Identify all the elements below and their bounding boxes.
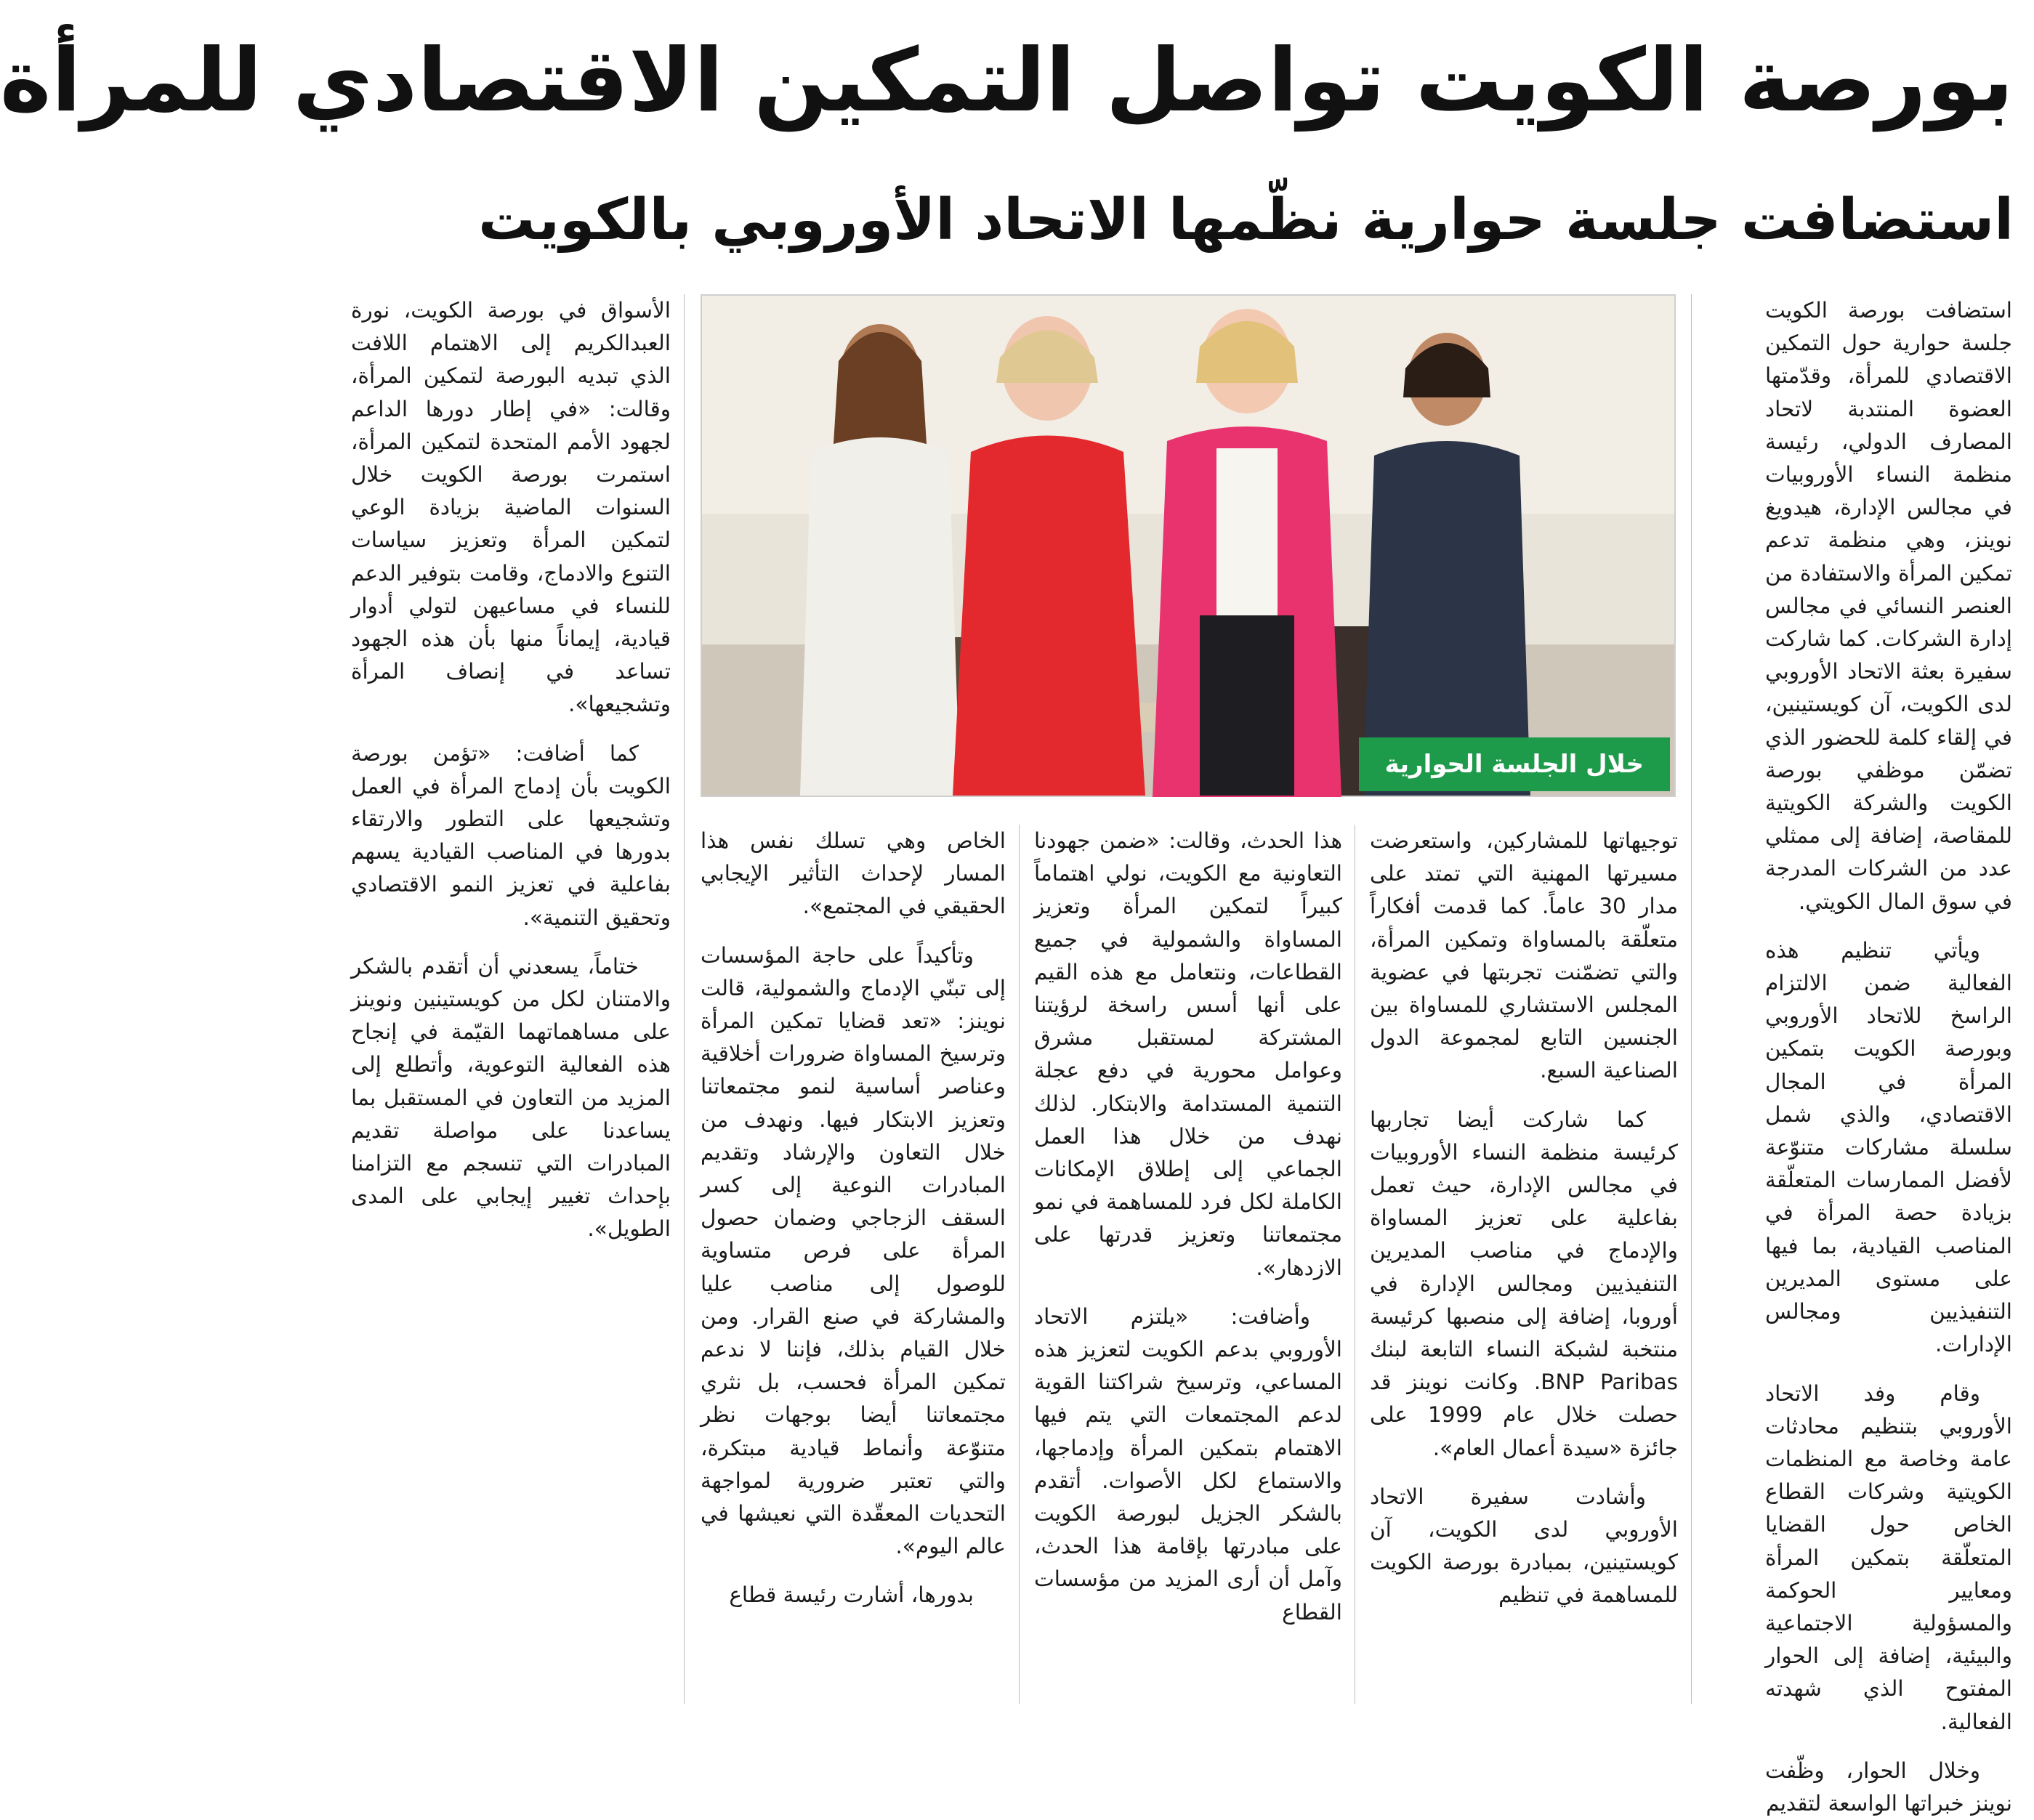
article-column-4 [701,825,1006,1704]
paragraph: توجيهاتها للمشاركين، واستعرضت مسيرتها المهنية التي تمتد على مدار 30 عاماً. كما قدمت أفكاراً متعلّقة بالمساواة وتمكين المرأة، والتي تضمّنت تجربتها في عضوية المجلس الاستشاري للمساواة بين الجنسين التابع لمجموعة الدول الصناعية السبع. [1370,828,1678,1083]
column-divider [684,294,685,1704]
article-column-1 [1765,294,2012,1816]
paragraph: ختاماً، يسعدني أن أتقدم بالشكر والامتنان لكل من كويستينين ونوينز على مساهماتهما القيّمة في إنجاح هذه الفعالية التوعوية، وأتطلع إلى المزيد من التعاون في المستقبل بما يساعدنا على مواصلة تقديم المبادرات التي تنسجم مع التزامنا بإحداث تغيير إيجابي على المدى الطويل». [351,953,671,1242]
column-divider [1691,294,1692,1704]
paragraph: وأشادت سفيرة الاتحاد الأوروبي لدى الكويت، آن كويستينين، بمبادرة بورصة الكويت للمساهمة في تنظيم [1370,1484,1678,1608]
photo-caption: خلال الجلسة الحوارية [1359,737,1670,791]
paragraph: ويأتي تنظيم هذه الفعالية ضمن الالتزام الراسخ للاتحاد الأوروبي وبورصة الكويت بتمكين المرأة في المجال الاقتصادي، والذي شمل سلسلة مشاركات متنوّعة لأفضل الممارسات المتعلّقة بزيادة حصة المرأة في المناصب القيادية، بما فيها على مستوى المديرين التنفيذيين ومجالس الإدارات. [1765,937,2012,1357]
event-photo [701,294,1676,797]
photo-illustration [702,296,1674,796]
paragraph: وخلال الحوار، وظّفت نوينز خبراتها الواسعة لتقديم [1765,1758,2012,1816]
column-divider [1019,825,1020,1704]
article-column-2 [1370,825,1678,1704]
paragraph: وقام وفد الاتحاد الأوروبي بتنظيم محادثات عامة وخاصة مع المنظمات الكويتية وشركات القطاع الخاص حول القضايا المتعلّقة بتمكين المرأة ومعايير الحوكمة والمسؤولية الاجتماعية والبيئية، إضافة إلى الحوار المفتوح الذي شهدته الفعالية. [1765,1380,2012,1734]
paragraph: وتأكيداً على حاجة المؤسسات إلى تبنّي الإدماج والشمولية، قالت نوينز: «تعد قضايا تمكين المرأة وترسيخ المساواة ضرورات أخلاقية وعناصر أساسية لنمو مجتمعاتنا وتعزيز الابتكار فيها. ونهدف من خلال التعاون والإرشاد وتقديم المبادرات النوعية إلى كسر السقف الزجاجي وضمان حصول المرأة على فرص متساوية للوصول إلى مناصب عليا والمشاركة في صنع القرار. ومن خلال القيام بذلك، فإننا لا ندعم تمكين المرأة فحسب، بل نثري مجتمعاتنا أيضا بوجهات نظر متنوّعة وأنماط قيادية مبتكرة، والتي تعتبر ضرورية لمواجهة التحديات المعقّدة التي نعيشها في عالم اليوم». [701,942,1006,1559]
article-column-3 [1034,825,1342,1704]
paragraph: وأضافت: «يلتزم الاتحاد الأوروبي بدعم الكويت لتعزيز هذه المساعي، وترسيخ شراكتنا القوية لدعم المجتمعات التي يتم فيها الاهتمام بتمكين المرأة وإدماجها، والاستماع لكل الأصوات. أتقدم بالشكر الجزيل لبورصة الكويت على مبادرتها بإقامة هذا الحدث، وآمل أن أرى المزيد من مؤسسات القطاع [1034,1303,1342,1625]
paragraph: كما شاركت أيضا تجاربها كرئيسة منظمة النساء الأوروبيات في مجالس الإدارة، حيث تعمل بفاعلية على تعزيز المساواة والإدماج في مناصب المديرين التنفيذيين ومجالس الإدارة في أوروبا، إضافة إلى منصبها كرئيسة منتخبة لشبكة النساء التابعة لبنك BNP Paribas. وكانت نوينز قد حصلت خلال عام 1999 على جائزة «سيدة أعمال العام». [1370,1107,1679,1460]
article-subheadline: استضافت جلسة حوارية نظّمها الاتحاد الأوروبي بالكويت [478,187,2014,253]
paragraph: استضافت بورصة الكويت جلسة حوارية حول التمكين الاقتصادي للمرأة، وقدّمتها العضوة المنتدبة لاتحاد المصارف الدولي، رئيسة منظمة النساء الأوروبيات في مجالس الإدارة، هيدويغ نوينز، وهي منظمة تدعم تمكين المرأة والاستفادة من العنصر النسائي في مجالس إدارة الشركات. كما شاركت سفيرة بعثة الاتحاد الأوروبي لدى الكويت، آن كويستينين، في إلقاء كلمة للحضور الذي تضمّن موظفي بورصة الكويت والشركة الكويتية للمقاصة، إضافة إلى ممثلي عدد من الشركات المدرجة في سوق المال الكويتي. [1765,298,2012,914]
article-column-5 [351,294,671,1704]
paragraph: هذا الحدث، وقالت: «ضمن جهودنا التعاونية مع الكويت، نولي اهتماماً كبيراً لتمكين المرأة وتعزيز المساواة والشمولية في جميع القطاعات، ونتعامل مع هذه القيم على أنها أسس راسخة لرؤيتنا المشتركة لمستقبل مشرق وعوامل محورية في دفع عجلة التنمية المستدامة والابتكار. لذلك نهدف من خلال هذا العمل الجماعي إلى إطلاق الإمكانات الكاملة لكل فرد للمساهمة في نمو مجتمعاتنا وتعزيز قدرتها على الازدهار». [1034,828,1342,1280]
article-headline: بورصة الكويت تواصل التمكين الاقتصادي للمرأة [0,31,2014,132]
paragraph: الأسواق في بورصة الكويت، نورة العبدالكريم إلى الاهتمام اللافت الذي تبديه البورصة لتمكين المرأة، وقالت: «في إطار دورها الداعم لجهود الأمم المتحدة لتمكين المرأة، استمرت بورصة الكويت خلال السنوات الماضية بزيادة الوعي لتمكين المرأة وتعزيز سياسات التنوع والادماج، وقامت بتوفير الدعم للنساء في مساعيهن لتولي أدوار قيادية، إيماناً منها بأن هذه الجهود تساعد في إنصاف المرأة وتشجيعها». [351,298,671,717]
paragraph: كما أضافت: «تؤمن بورصة الكويت بأن إدماج المرأة في العمل وتشجيعها على التطور والارتقاء بدورها في المناصب القيادية يسهم بفاعلية في تعزيز النمو الاقتصادي وتحقيق التنمية». [351,740,671,930]
paragraph: الخاص وهي تسلك نفس هذا المسار لإحداث التأثير الإيجابي الحقيقي في المجتمع». [701,828,1006,919]
paragraph: بدورها، أشارت رئيسة قطاع [729,1582,974,1608]
